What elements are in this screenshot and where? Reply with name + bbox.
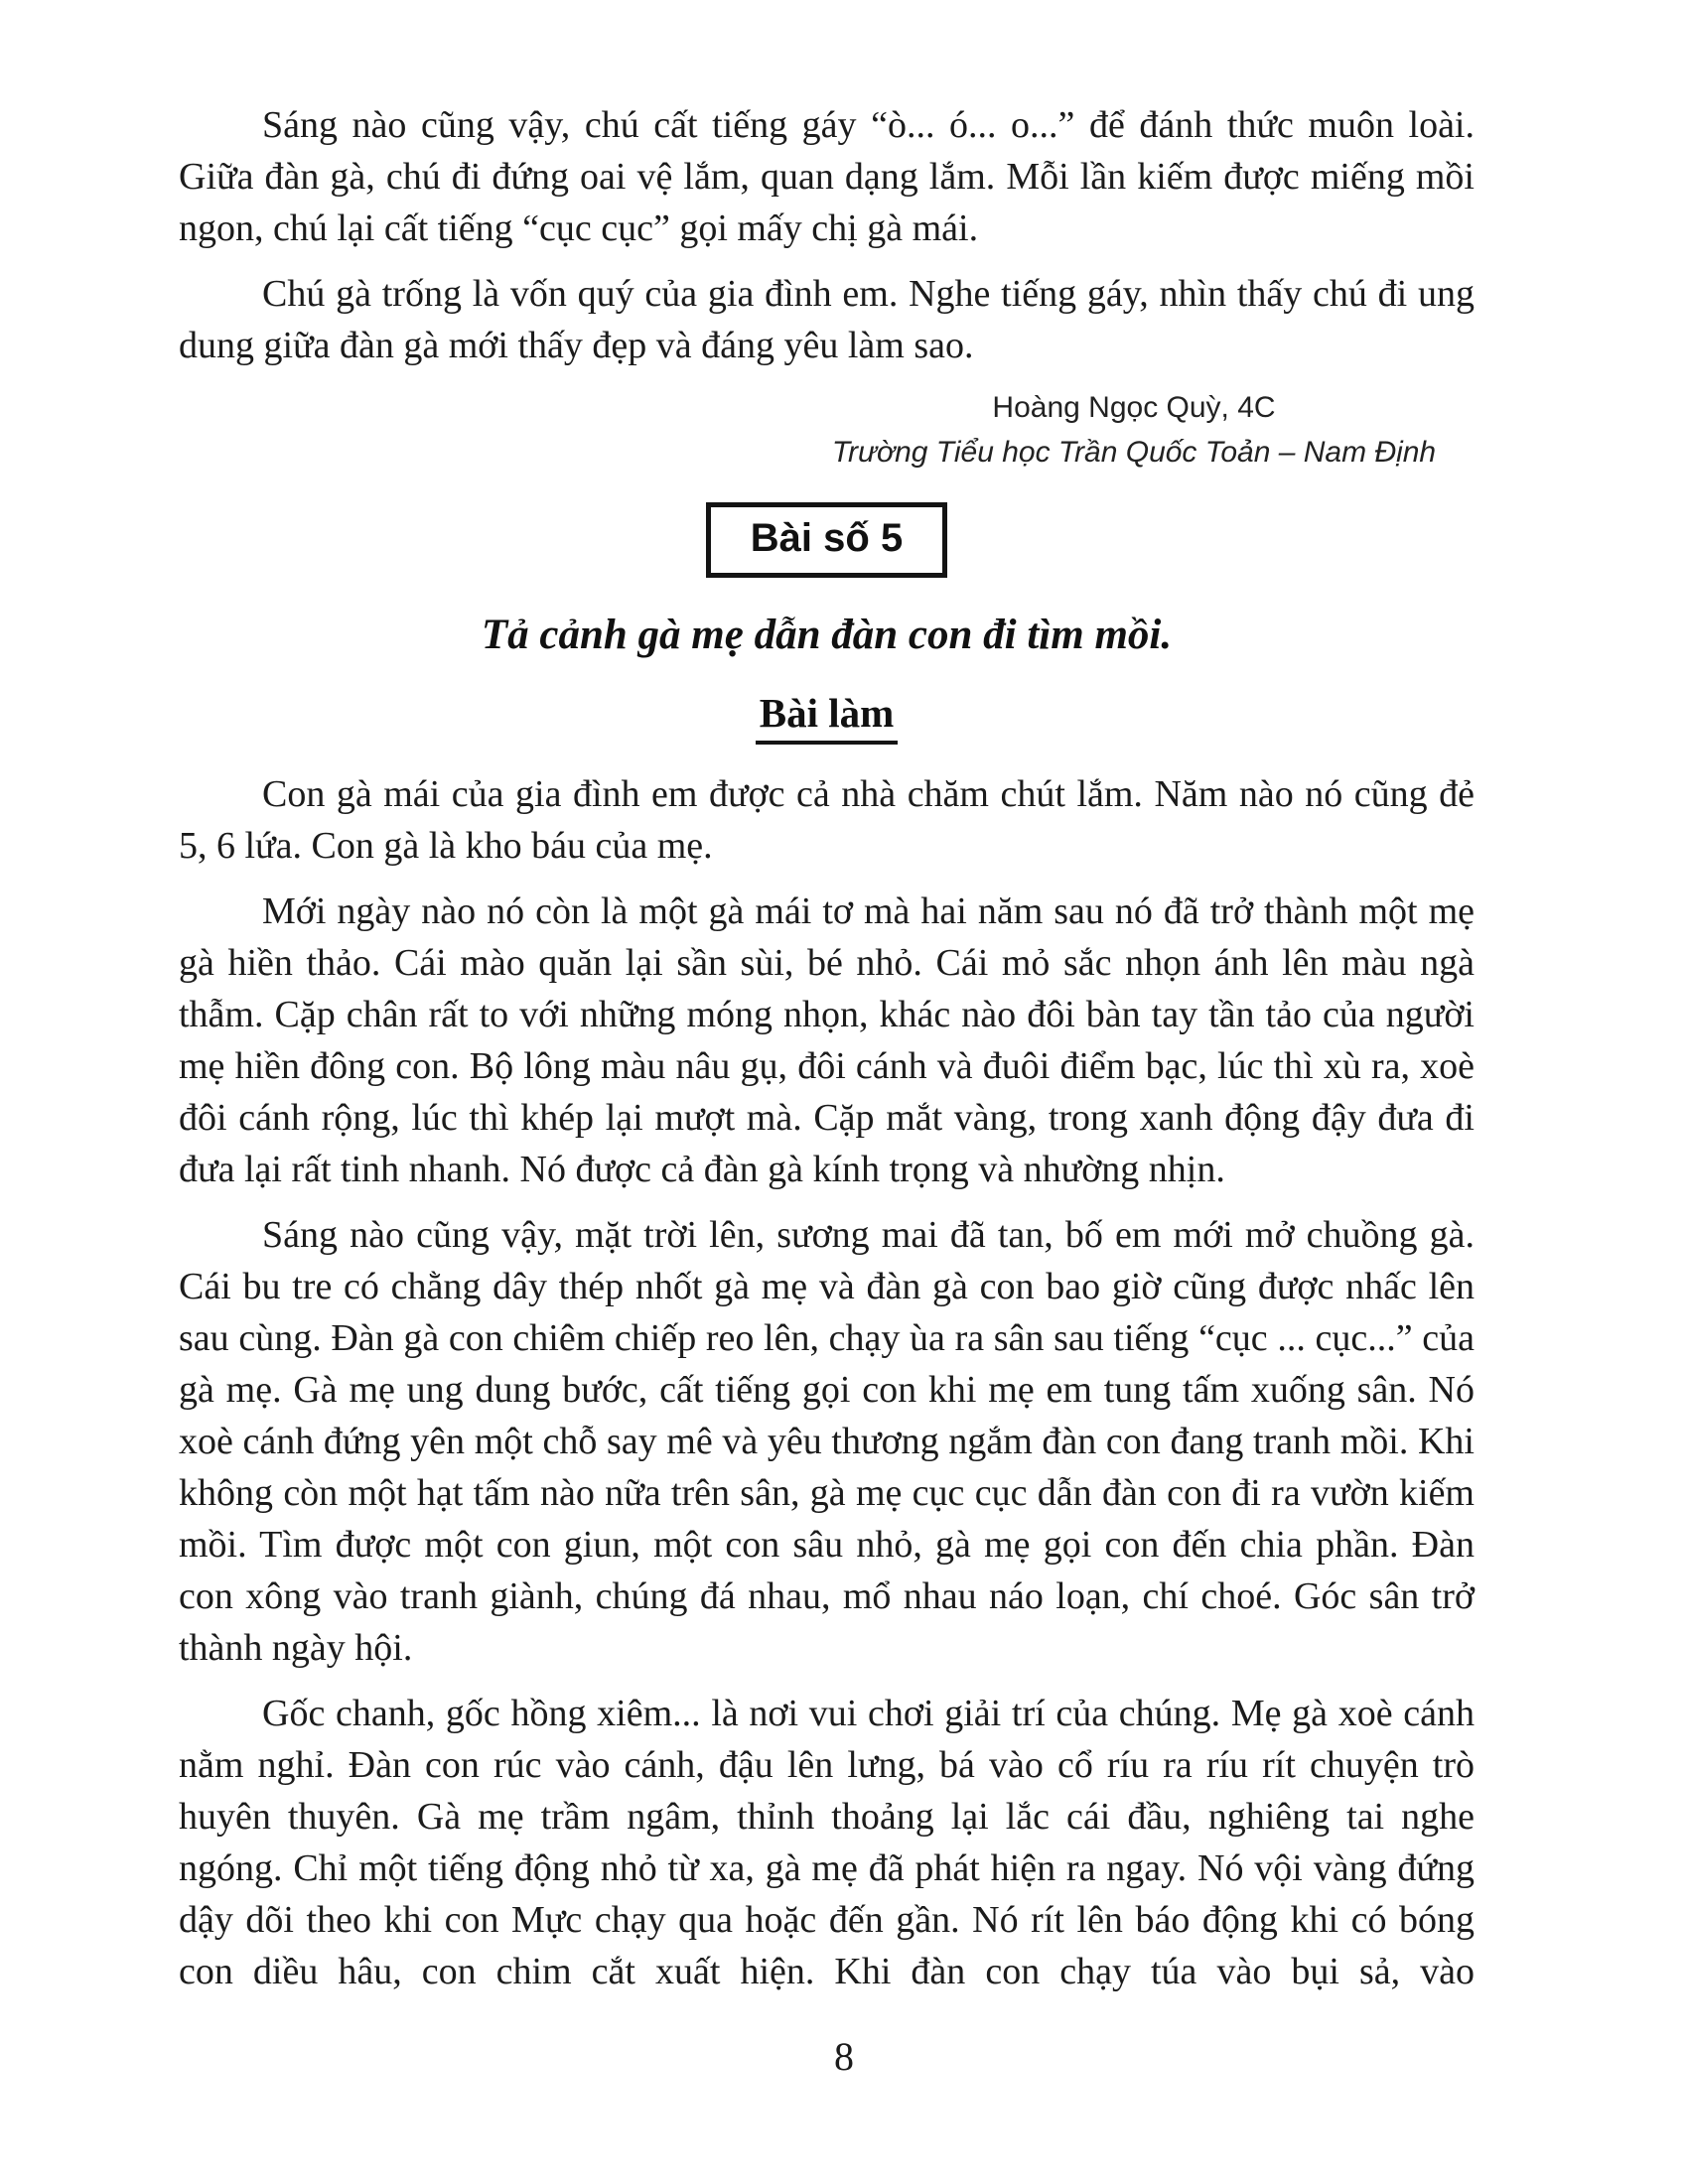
author-school: Trường Tiểu học Trần Quốc Toản – Nam Định	[831, 436, 1437, 469]
essay-paragraph: Gốc chanh, gốc hồng xiêm... là nơi vui chơi giải trí của chúng. Mẹ gà xoè cánh nằm nghỉ. Đàn con rúc vào cánh, đậu lên lưng, bá vào cổ ríu ra ríu rít chuyện trò huyên thuyên. Gà mẹ trầm ngâm, thỉnh thoảng lại lắc cái đầu, nghiêng tai nghe ngóng. Chỉ một tiếng động nhỏ từ xa, gà mẹ đã phát hiện ra ngay. Nó vội vàng đứng dậy dõi theo khi con Mực chạy qua hoặc đến gần. Nó rít lên báo động khi có bóng con diều hâu, con chim cắt xuất hiện. Khi đàn con chạy túa vào bụi sả, vào	[179, 1693, 1475, 1993]
essay-subheading: Bài làm	[756, 689, 899, 745]
author-name: Hoàng Ngọc Quỳ, 4C	[992, 391, 1276, 424]
subheading-row	[179, 689, 1475, 745]
essay-paragraph: Chú gà trống là vốn quý của gia đình em. Nghe tiếng gáy, nhìn thấy chú đi ung dung giữa đàn gà mới thấy đẹp và đáng yêu làm sao.	[179, 273, 1475, 366]
essay-paragraph: Mới ngày nào nó còn là một gà mái tơ mà hai năm sau nó đã trở thành một mẹ gà hiền thảo. Cái mào quăn lại sần sùi, bé nhỏ. Cái mỏ sắc nhọn ánh lên màu ngà thẫm. Cặp chân rất to với những móng nhọn, khác nào đôi bàn tay tần tảo của người mẹ hiền đông con. Bộ lông màu nâu gụ, đôi cánh và đuôi điểm bạc, lúc thì xù ra, xoè đôi cánh rộng, lúc thì khép lại mượt mà. Cặp mắt vàng, trong xanh động đậy đưa đi đưa lại rất tinh nhanh. Nó được cả đàn gà kính trọng và nhường nhịn.	[179, 890, 1475, 1191]
lesson-number-row	[179, 502, 1475, 578]
page-number: 8	[834, 2034, 854, 2079]
essay-prompt-title: Tả cảnh gà mẹ dẫn đàn con đi tìm mồi.	[481, 612, 1173, 658]
lesson-number-box: Bài số 5	[706, 502, 947, 578]
attribution-block	[786, 385, 1481, 475]
essay-paragraph: Sáng nào cũng vậy, chú cất tiếng gáy “ò... ó... o...” để đánh thức muôn loài. Giữa đàn gà, chú đi đứng oai vệ lắm, quan dạng lắm. Mỗi lần kiếm được miếng mồi ngon, chú lại cất tiếng “cục cục” gọi mấy chị gà mái.	[179, 104, 1475, 249]
essay-paragraph: Sáng nào cũng vậy, mặt trời lên, sương mai đã tan, bố em mới mở chuồng gà. Cái bu tre có chằng dây thép nhốt gà mẹ và đàn gà con bao giờ cũng được nhấc lên sau cùng. Đàn gà con chiêm chiếp reo lên, chạy ùa ra sân sau tiếng “cục ... cục...” của gà mẹ. Gà mẹ ung dung bước, cất tiếng gọi con khi mẹ em tung tấm xuống sân. Nó xoè cánh đứng yên một chỗ say mê và yêu thương ngắm đàn con đang tranh mồi. Khi không còn một hạt tấm nào nữa trên sân, gà mẹ cục cục dẫn đàn con đi ra vườn kiếm mồi. Tìm được một con giun, một con sâu nhỏ, gà mẹ gọi con đến chia phần. Đàn con xông vào tranh giành, chúng đá nhau, mổ nhau náo loạn, chí choé. Góc sân trở thành ngày hội.	[179, 1214, 1475, 1670]
essay-paragraph: Con gà mái của gia đình em được cả nhà chăm chút lắm. Năm nào nó cũng đẻ 5, 6 lứa. Con gà là kho báu của mẹ.	[179, 773, 1475, 868]
